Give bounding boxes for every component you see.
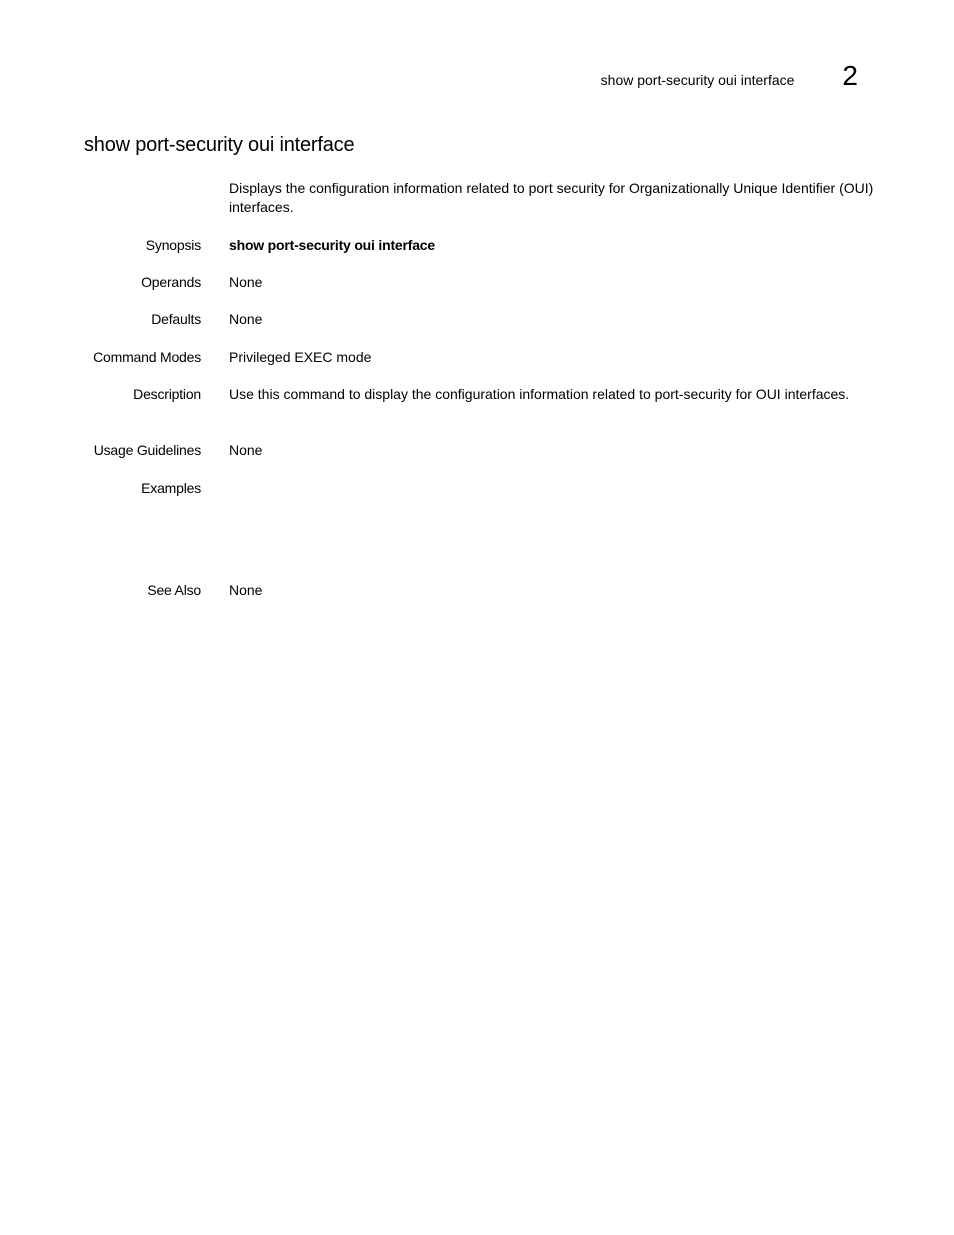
defaults-value: None [229,311,263,327]
examples-label: Examples [141,480,201,496]
see-also-value: None [229,582,263,598]
defaults-label: Defaults [151,311,201,327]
usage-guidelines-label: Usage Guidelines [93,442,201,458]
description-label: Description [133,386,201,402]
operands-value: None [229,274,263,290]
command-modes-value: Privileged EXEC mode [229,349,372,365]
running-header [601,62,858,90]
description-value: Use this command to display the configuration information related to port-security for OUI interfaces. [229,386,850,402]
chapter-number: 2 [842,60,858,91]
operands-label: Operands [141,274,201,290]
intro-paragraph: Displays the configuration information related to port security for Organizationally Unique Identifier (OUI) interfaces. [229,180,874,215]
command-modes-label: Command Modes [93,349,201,365]
page-title: show port-security oui interface [84,134,355,156]
see-also-label: See Also [147,582,201,598]
synopsis-label: Synopsis [145,237,201,253]
synopsis-value: show port-security oui interface [229,237,435,253]
usage-guidelines-value: None [229,442,263,458]
running-header-title: show port-security oui interface [600,72,795,88]
